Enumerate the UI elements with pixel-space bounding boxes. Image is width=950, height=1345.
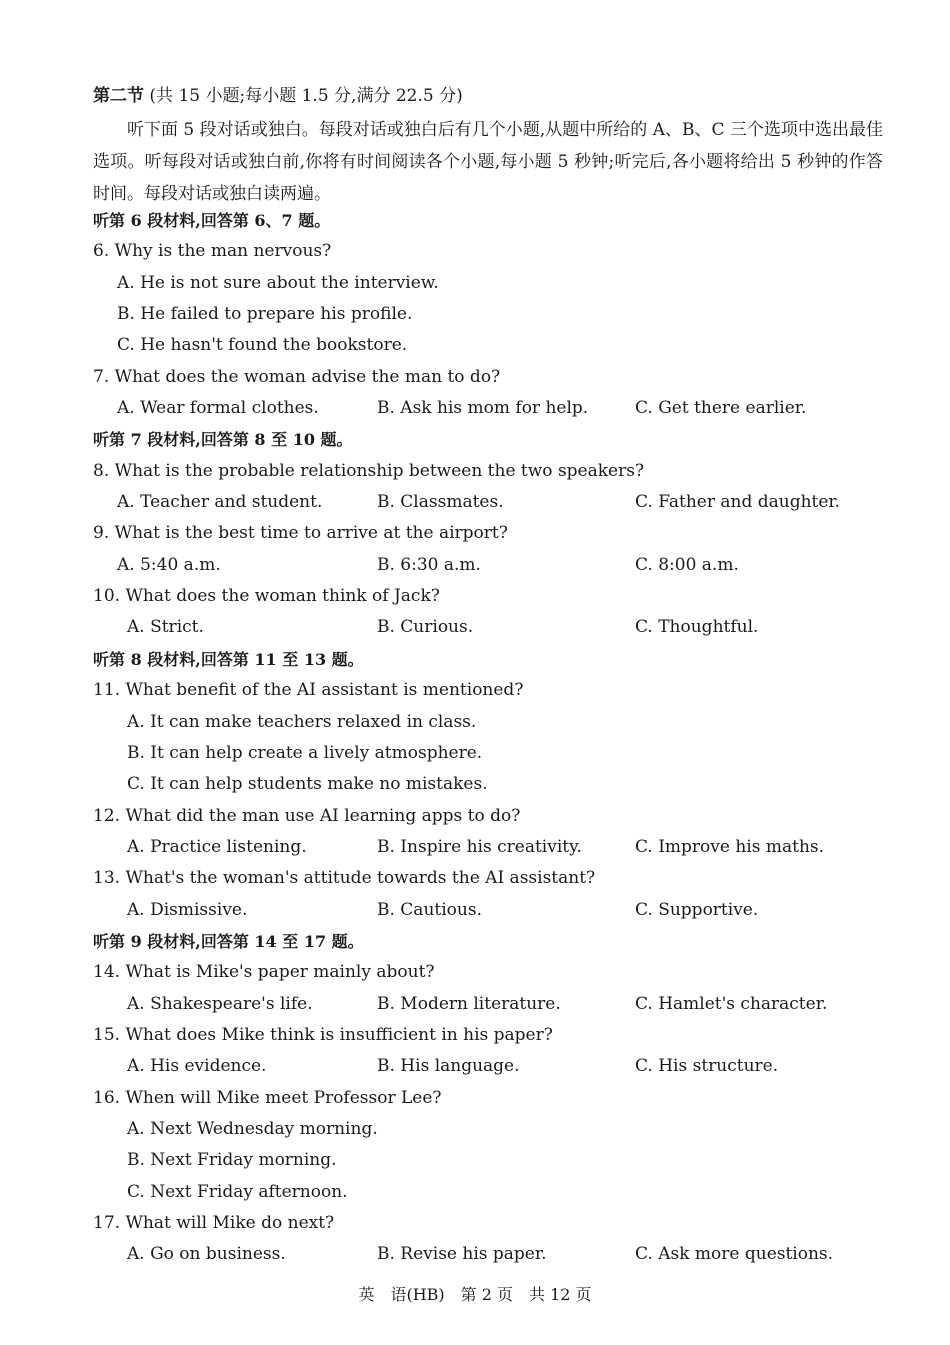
- question-10-option-a: A. Strict.: [127, 617, 204, 638]
- question-17-options: [93, 1239, 893, 1270]
- question-12-options: [93, 832, 893, 863]
- question-10-option-b: B. Curious.: [377, 617, 474, 638]
- section-note: (共 15 小题;每小题 1.5 分,满分 22.5 分): [149, 86, 463, 106]
- question-8-option-b: B. Classmates.: [377, 492, 504, 513]
- question-16-stem: 16. When will Mike meet Professor Lee?: [93, 1087, 442, 1108]
- question-8-stem: 8. What is the probable relationship between the two speakers?: [93, 460, 645, 481]
- group-heading-7: 听第 7 段材料,回答第 8 至 10 题。: [93, 430, 353, 450]
- question-13-option-b: B. Cautious.: [377, 899, 482, 920]
- question-9-option-a: A. 5:40 a.m.: [117, 554, 221, 575]
- question-11-option-a: A. It can make teachers relaxed in class.: [127, 711, 477, 732]
- question-14-stem: 14. What is Mike's paper mainly about?: [93, 962, 435, 983]
- question-7-option-c: C. Get there earlier.: [635, 398, 807, 419]
- question-7-option-b: B. Ask his mom for help.: [377, 398, 589, 419]
- question-8-options: [93, 487, 893, 518]
- group-heading-6: 听第 6 段材料,回答第 6、7 题。: [93, 211, 331, 230]
- question-15-option-c: C. His structure.: [635, 1056, 779, 1077]
- question-8-option-c: C. Father and daughter.: [635, 492, 841, 513]
- question-8-option-a: A. Teacher and student.: [117, 492, 323, 513]
- question-11-option-c: C. It can help students make no mistakes.: [127, 774, 488, 795]
- group-heading-8: 听第 8 段材料,回答第 11 至 13 题。: [93, 649, 364, 669]
- question-12-stem: 12. What did the man use AI learning apps to do?: [93, 805, 521, 826]
- question-14-option-b: B. Modern literature.: [377, 993, 561, 1014]
- question-13-options: [93, 895, 893, 926]
- question-15-stem: 15. What does Mike think is insufficient in his paper?: [93, 1024, 553, 1045]
- question-15-option-a: A. His evidence.: [127, 1056, 267, 1077]
- question-16-option-c: C. Next Friday afternoon.: [127, 1181, 348, 1202]
- question-13-option-c: C. Supportive.: [635, 899, 759, 920]
- question-17-option-c: C. Ask more questions.: [635, 1244, 834, 1265]
- question-17-option-b: B. Revise his paper.: [377, 1244, 547, 1265]
- question-14-option-a: A. Shakespeare's life.: [127, 993, 313, 1014]
- question-9-option-c: C. 8:00 a.m.: [635, 554, 739, 575]
- question-16-option-b: B. Next Friday morning.: [127, 1150, 337, 1171]
- question-6-option-b: B. He failed to prepare his profile.: [117, 304, 413, 325]
- question-12-option-c: C. Improve his maths.: [635, 836, 825, 857]
- question-10-option-c: C. Thoughtful.: [635, 617, 759, 638]
- question-15-options: [93, 1051, 893, 1082]
- question-11-option-b: B. It can help create a lively atmosphere.: [127, 742, 483, 763]
- question-7-options: [93, 393, 893, 424]
- question-15-option-b: B. His language.: [377, 1056, 520, 1077]
- question-9-stem: 9. What is the best time to arrive at the airport?: [93, 523, 508, 544]
- question-7-option-a: A. Wear formal clothes.: [117, 398, 319, 419]
- question-14-option-c: C. Hamlet's character.: [635, 993, 828, 1014]
- question-7-stem: 7. What does the woman advise the man to do?: [93, 366, 501, 387]
- page-footer: 英 语(HB) 第 2 页 共 12 页: [358, 1285, 592, 1304]
- question-6-option-c: C. He hasn't found the bookstore.: [117, 335, 408, 356]
- question-13-stem: 13. What's the woman's attitude towards the AI assistant?: [93, 868, 596, 889]
- section-instructions: 听下面 5 段对话或独白。每段对话或独白后有几个小题,从题中所给的 A、B、C 三个选项中选出最佳选项。听每段对话或独白前,你将有时间阅读各个小题,每小题 5 秒钟;听完后,各小题将给出 5 秒钟的作答时间。每段对话或独白读两遍。: [93, 120, 883, 204]
- group-heading-9: 听第 9 段材料,回答第 14 至 17 题。: [93, 931, 364, 951]
- question-17-stem: 17. What will Mike do next?: [93, 1213, 335, 1233]
- section-title: 第二节: [93, 86, 144, 106]
- question-11-stem: 11. What benefit of the AI assistant is mentioned?: [93, 680, 524, 701]
- question-9-options: [93, 550, 893, 581]
- question-16-option-a: A. Next Wednesday morning.: [127, 1118, 378, 1139]
- question-14-options: [93, 989, 893, 1020]
- question-6-option-a: A. He is not sure about the interview.: [117, 272, 439, 293]
- question-17-option-a: A. Go on business.: [127, 1244, 286, 1265]
- section-header: [93, 82, 463, 110]
- question-10-options: [93, 612, 893, 643]
- question-12-option-a: A. Practice listening.: [127, 836, 307, 857]
- question-9-option-b: B. 6:30 a.m.: [377, 554, 481, 575]
- question-6-stem: 6. Why is the man nervous?: [93, 241, 332, 262]
- question-list: [93, 205, 893, 1271]
- question-10-stem: 10. What does the woman think of Jack?: [93, 586, 440, 607]
- question-12-option-b: B. Inspire his creativity.: [377, 836, 582, 857]
- question-13-option-a: A. Dismissive.: [127, 899, 248, 920]
